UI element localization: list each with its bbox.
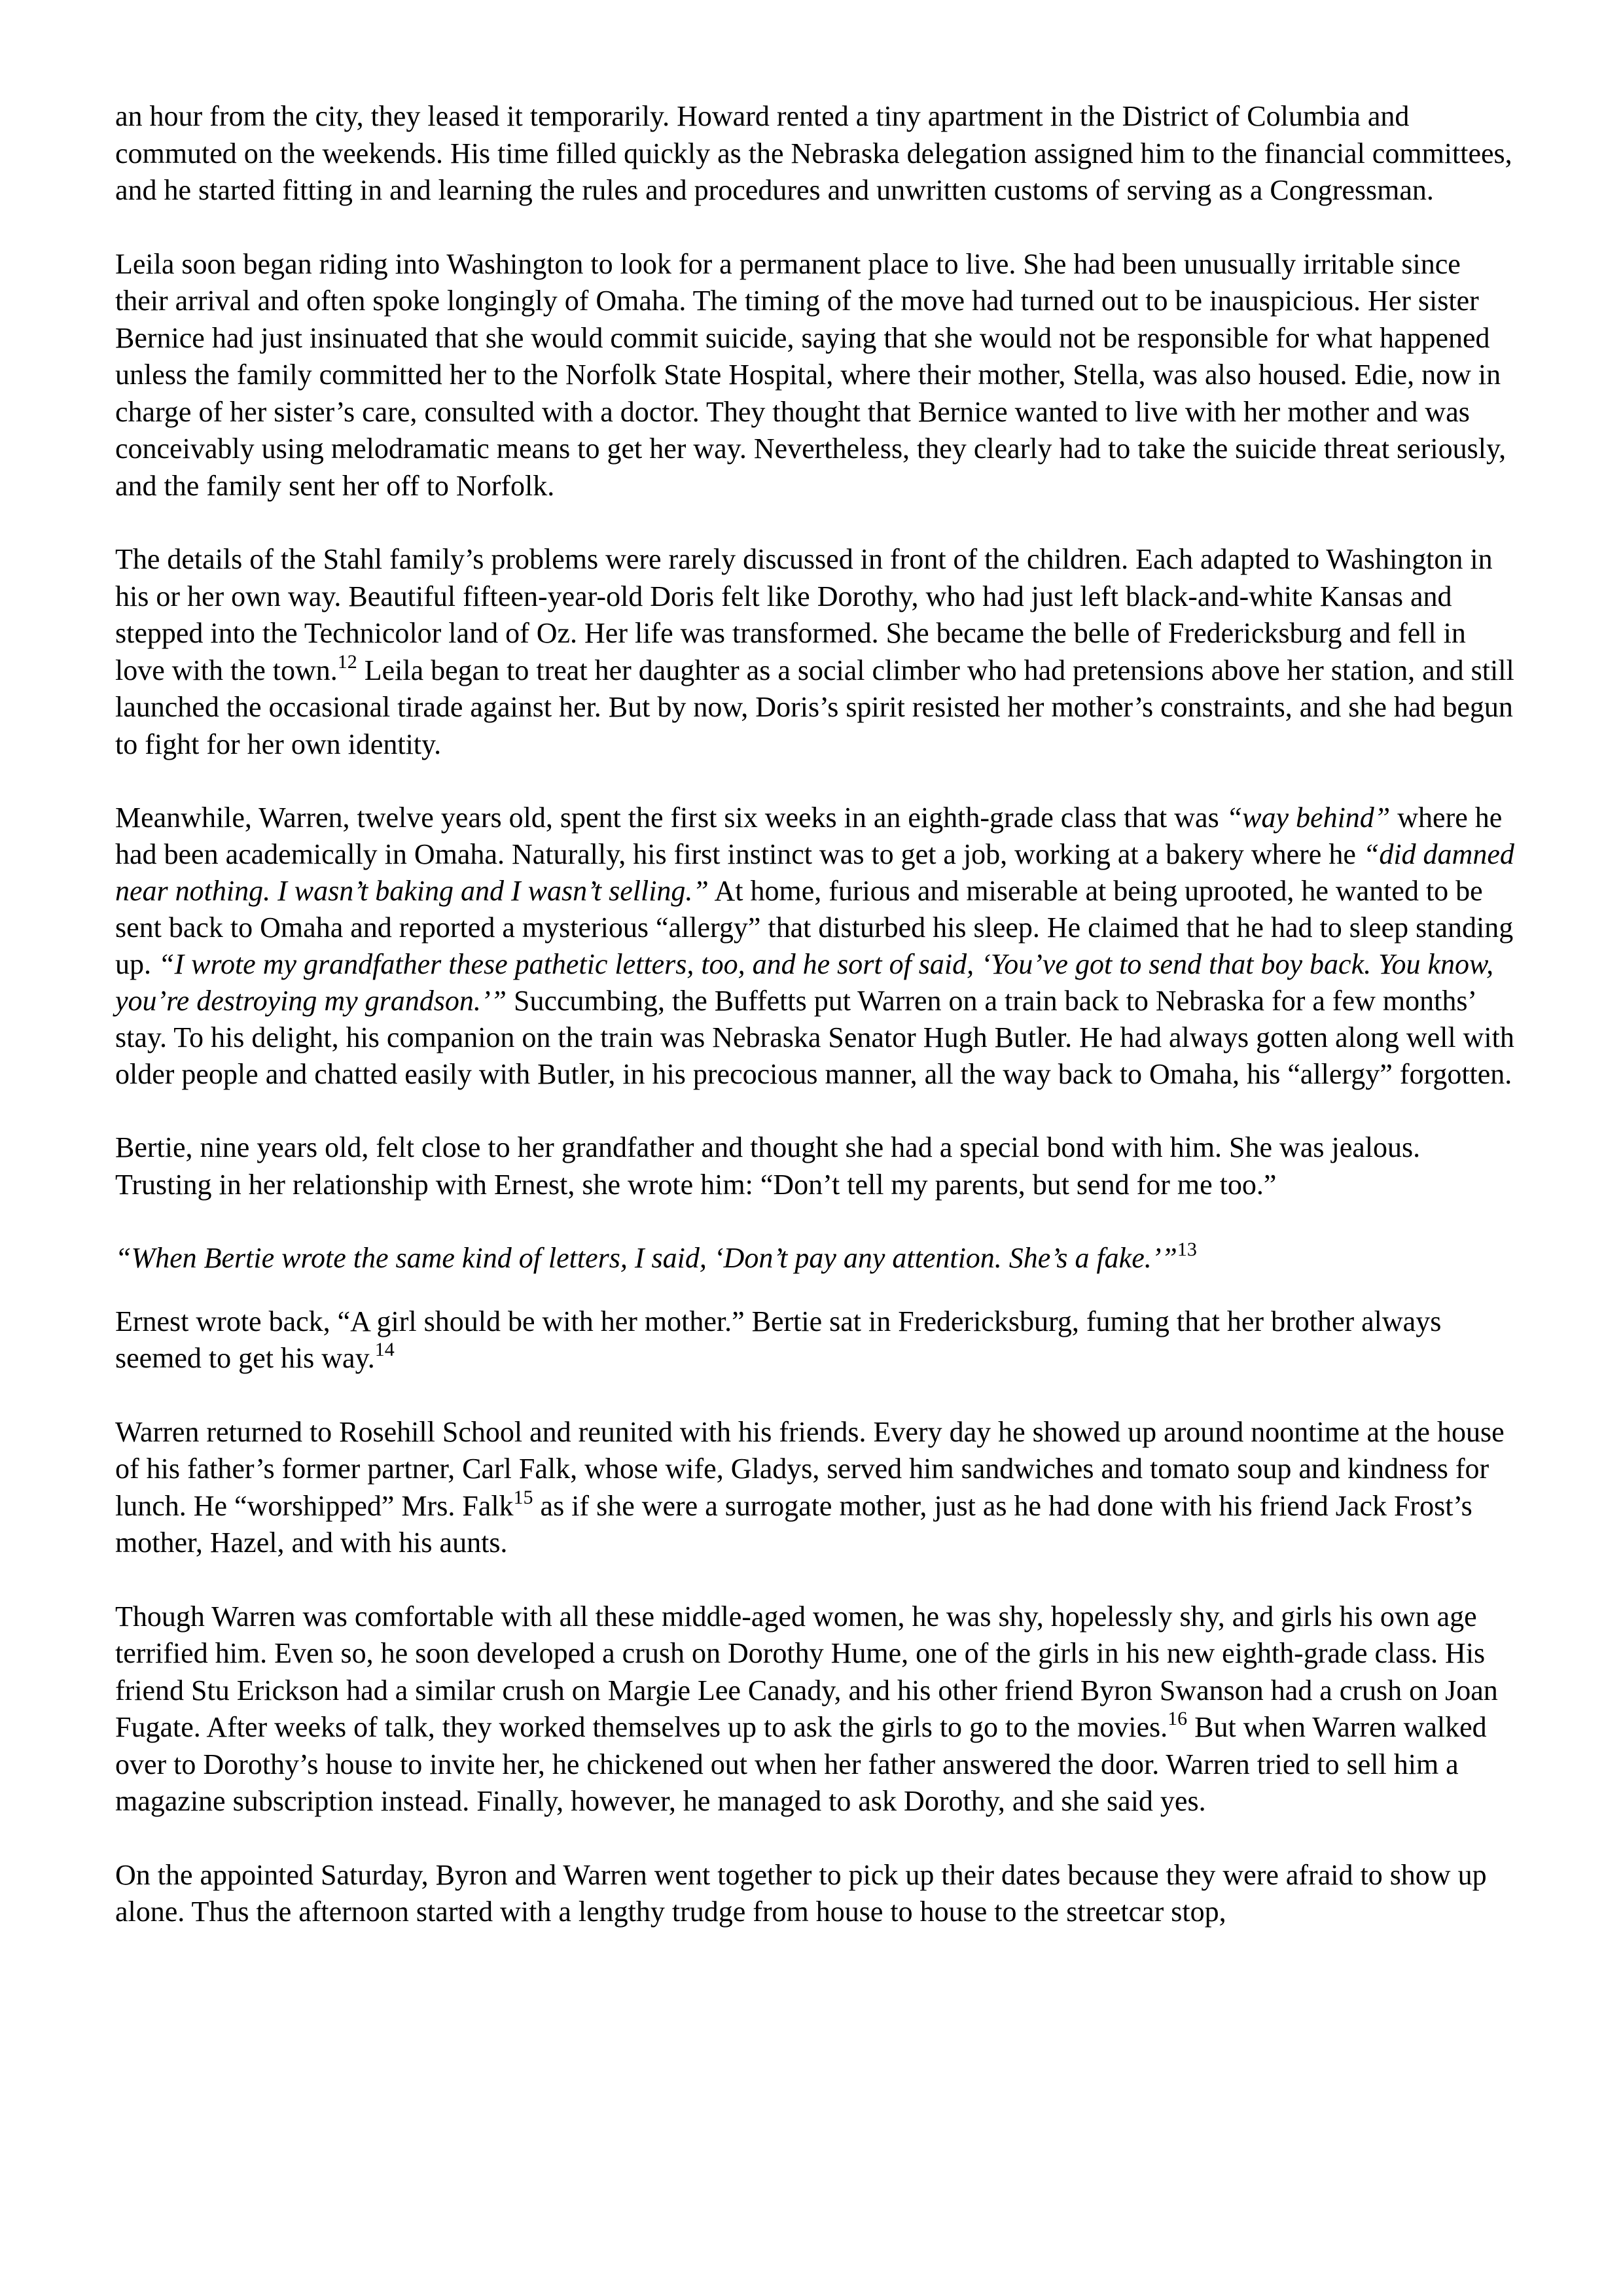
paragraph-1-text: an hour from the city, they leased it temporarily. Howard rented a tiny apartment in the District of Columbia and commuted on the weekends. His time filled quickly as the Nebraska delegation assigned him to the financial committees, and he started fitting in and learning the rules and procedures and unwritten customs of serving as a Congressman. [115,100,1512,206]
paragraph-4-quote-2: “did damned near nothing. I wasn’t baking and I wasn’t selling.” [115,838,1514,907]
paragraph-5 [115,1129,1516,1203]
paragraph-4-quote-3: “I wrote my grandfather these pathetic letters, too, and he sort of said, ‘You’ve got to send that boy back. You know, you’re destroying my grandson.’” [115,948,1494,1017]
footnote-ref-12: 12 [337,650,357,673]
paragraph-10-text: On the appointed Saturday, Byron and Warren went together to pick up their dates because they were afraid to show up alone. Thus the afternoon started with a lengthy trudge from house to house to the streetcar stop, [115,1858,1487,1928]
paragraph-10 [115,1857,1516,1931]
footnote-ref-13: 13 [1177,1239,1197,1260]
paragraph-4-text-d: Succumbing, the Buffetts put Warren on a train back to Nebraska for a few months’ stay. To his delight, his companion on the train was Nebraska Senator Hugh Butler. He had always gotten along well with older people and chatted easily with Butler, in his precocious manner, all the way back to Omaha, his “allergy” forgotten. [115,985,1514,1090]
paragraph-7 [115,1303,1516,1377]
paragraph-2 [115,246,1516,505]
paragraph-6 [115,1240,1516,1277]
paragraph-2-text: Leila soon began riding into Washington to look for a permanent place to live. She had been unusually irritable since their arrival and often spoke longingly of Omaha. The timing of the move had turned out to be inauspicious. Her sister Bernice had just insinuated that she would commit suicide, saying that she would not be responsible for what happened unless the family committed her to the Norfolk State Hospital, where their mother, Stella, was also housed. Edie, now in charge of her sister’s care, consulted with a doctor. They thought that Bernice wanted to live with her mother and was conceivably using melodramatic means to get her way. Nevertheless, they clearly had to take the suicide threat seriously, and the family sent her off to Norfolk. [115,247,1507,502]
footnote-ref-15: 15 [513,1486,533,1508]
footnote-ref-16: 16 [1168,1708,1188,1729]
paragraph-5-text: Bertie, nine years old, felt close to her grandfather and thought she had a special bond with him. She was jealous. Trusting in her relationship with Ernest, she wrote him: “Don’t tell my parents, but send for me too.” [115,1131,1421,1201]
paragraph-8-text-b: as if she were a surrogate mother, just as he had done with his friend Jack Frost’s mother, Hazel, and with his aunts. [115,1489,1472,1559]
paragraph-1 [115,98,1516,209]
document-page [115,98,1516,1968]
paragraph-4-text-c: At home, furious and miserable at being uprooted, he wanted to be sent back to Omaha and reported a mysterious “allergy” that disturbed his sleep. He claimed that he had to sleep standing up. [115,875,1514,980]
paragraph-9-text-b: But when Warren walked over to Dorothy’s house to invite her, he chickened out when her father answered the door. Warren tried to sell him a magazine subscription instead. Finally, however, he managed to ask Dorothy, and she said yes. [115,1711,1487,1817]
footnote-ref-14: 14 [374,1339,395,1360]
paragraph-7-text: Ernest wrote back, “A girl should be with her mother.” Bertie sat in Fredericksburg, fuming that her brother always seemed to get his way. [115,1305,1442,1374]
paragraph-4-quote-1: “way behind” [1226,802,1391,834]
paragraph-4-text-a: Meanwhile, Warren, twelve years old, spent the first six weeks in an eighth-grade class that was [115,802,1226,834]
paragraph-3-text-a: The details of the Stahl family’s problems were rarely discussed in front of the children. Each adapted to Washington in his or her own way. Beautiful fifteen-year-old Doris felt like Dorothy, who had just left black-and-white Kansas and stepped into the Technicolor land of Oz. Her life was transformed. She became the belle of Fredericksburg and fell in love with the town. [115,543,1493,686]
paragraph-8 [115,1414,1516,1562]
paragraph-4 [115,800,1516,1093]
paragraph-3 [115,541,1516,763]
paragraph-3-text-b: Leila began to treat her daughter as a social climber who had pretensions above her station, and still launched the occasional tirade against her. But by now, Doris’s spirit resisted her mother’s constraints, and she had begun to fight for her own identity. [115,654,1514,760]
paragraph-8-text-a: Warren returned to Rosehill School and reunited with his friends. Every day he showed up around noontime at the house of his father’s former partner, Carl Falk, whose wife, Gladys, served him sandwiches and tomato soup and kindness for lunch. He “worshipped” Mrs. Falk [115,1415,1505,1522]
paragraph-9 [115,1598,1516,1820]
paragraph-6-quote: “When Bertie wrote the same kind of letters, I said, ‘Don’t pay any attention. She’s a fake.’” [115,1242,1177,1274]
paragraph-4-text-b: where he had been academically in Omaha. Naturally, his first instinct was to get a job, working at a bakery where he [115,802,1503,870]
paragraph-9-text-a: Though Warren was comfortable with all these middle-aged women, he was shy, hopelessly shy, and girls his own age terrified him. Even so, he soon developed a crush on Dorothy Hume, one of the girls in his new eighth-grade class. His friend Stu Erickson had a similar crush on Margie Lee Canady, and his other friend Byron Swanson had a crush on Joan Fugate. After weeks of talk, they worked themselves up to ask the girls to go to the movies. [115,1600,1498,1743]
